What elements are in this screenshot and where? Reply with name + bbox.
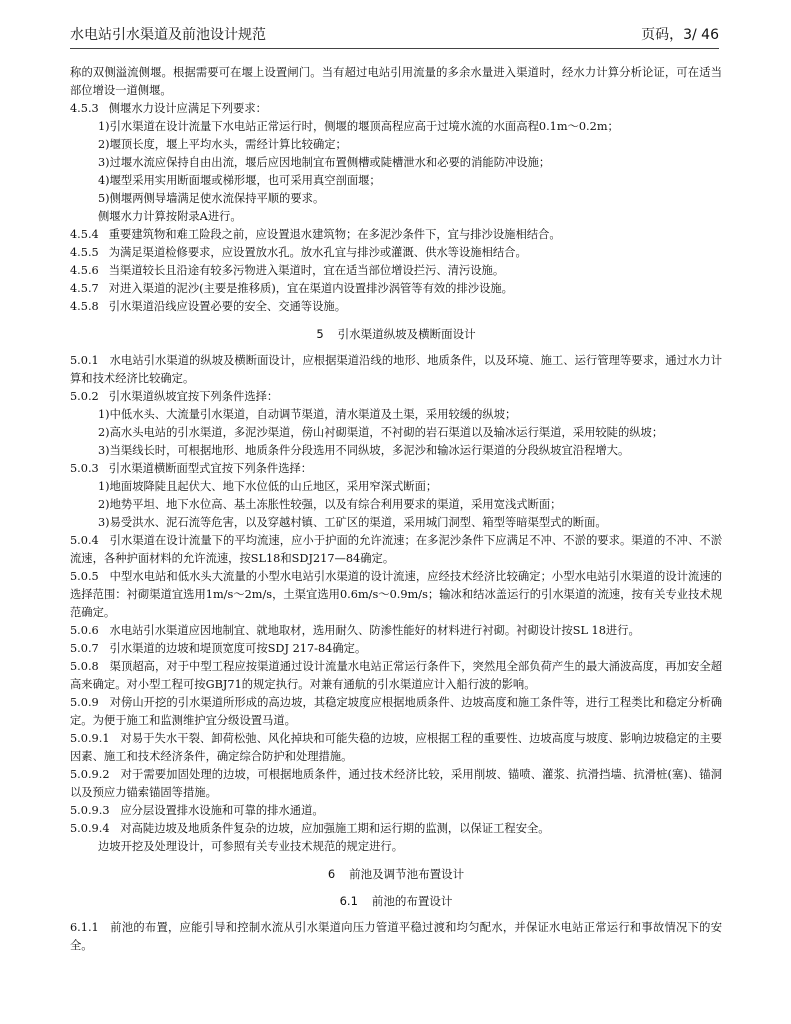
clause-number: 5.0.5 (70, 570, 99, 583)
list-item: 5)侧堰两侧导墙满足使水流保持平顺的要求。 (98, 192, 325, 205)
clause-number: 5.0.8 (70, 660, 99, 673)
clause-5-0-8 (70, 658, 722, 694)
clause-number: 4.5.8 (70, 300, 99, 313)
clause-text: 引水渠道沿线应设置必要的安全、交通等设施。 (108, 300, 346, 313)
clause-text: 对进入渠道的泥沙(主要是推移质)，宜在渠道内设置排沙涡管等有效的排沙设施。 (108, 282, 513, 295)
clause-5-0-9-2 (70, 766, 722, 802)
clause-5-0-2 (70, 388, 722, 406)
clause-number: 5.0.9.1 (70, 732, 110, 745)
section-heading-5 (70, 325, 722, 343)
clause-number: 5.0.4 (70, 534, 99, 547)
list-item: 3)易受洪水、泥石流等危害，以及穿越村镇、工矿区的渠道，采用城门洞型、箱型等暗渠型式的断面。 (98, 516, 607, 529)
clause-text: 侧堰水力设计应满足下列要求： (108, 102, 267, 115)
clause-text: 对高陡边坡及地质条件复杂的边坡，应加强施工期和运行期的监测，以保证工程安全。 (120, 822, 550, 835)
clause-number: 6.1.1 (70, 921, 99, 934)
clause-text: 对于需要加固处理的边坡，可根据地质条件，通过技术经济比较，采用削坡、锚喷、灌浆、抗滑挡墙、抗滑桩(塞)、锚洞以及预应力锚索锚固等措施。 (70, 768, 722, 799)
clause-5-0-3 (70, 460, 722, 478)
list-item: 1)中低水头、大流量引水渠道，自动调节渠道，清水渠道及土渠，采用较缓的纵坡； (98, 408, 517, 421)
clause-4-5-5 (70, 244, 722, 262)
clause-4-5-4 (70, 226, 722, 244)
clause-5-0-6 (70, 622, 722, 640)
clause-number: 5.0.1 (70, 354, 99, 367)
clause-text: 为满足渠道检修要求，应设置放水孔。放水孔宜与排沙或灌溉、供水等设施相结合。 (108, 246, 527, 259)
clause-number: 5.0.3 (70, 462, 99, 475)
clause-number: 4.5.6 (70, 264, 99, 277)
clause-4-5-7 (70, 280, 722, 298)
clause-4-5-6 (70, 262, 722, 280)
list-item: 4)堰型采用实用断面堰或梯形堰，也可采用真空剖面堰； (98, 174, 381, 187)
list-item: 2)堰顶长度，堰上平均水头，需经计算比较确定； (98, 138, 347, 151)
section-heading-6-1 (70, 892, 722, 910)
clause-number: 4.5.5 (70, 246, 99, 259)
section-title: 引水渠道纵坡及横断面设计 (337, 327, 476, 341)
clause-6-1-1 (70, 919, 722, 955)
clause-4-5-3 (70, 100, 722, 118)
clause-number: 4.5.4 (70, 228, 99, 241)
clause-text: 引水渠道的边坡和堤顶宽度可按SDJ 217-84确定。 (109, 642, 367, 655)
clause-text: 中型水电站和低水头大流量的小型水电站引水渠道的设计流速，应经技术经济比较确定；小型水电站引水渠道的设计流速的选择范围：衬砌渠道宜选用1m/s～2m/s，土渠宜选用0.6m/s～0.9m/s；输冰和结冰盖运行的引水渠道的流速，按有关专业技术规范确定。 (70, 570, 722, 619)
clause-note: 侧堰水力计算按附录A进行。 (98, 210, 242, 223)
clause-number: 4.5.3 (70, 102, 99, 115)
clause-number: 5.0.9.4 (70, 822, 110, 835)
list-item: 1)引水渠道在设计流量下水电站正常运行时，侧堰的堰顶高程应高于过境水流的水面高程0.1m～0.2m； (98, 120, 619, 133)
section-title: 前池的布置设计 (371, 894, 453, 908)
section-heading-6 (70, 865, 722, 883)
clause-5-0-9-1 (70, 730, 722, 766)
clause-note: 边坡开挖及处理设计，可参照有关专业技术规范的规定进行。 (98, 840, 404, 853)
section-number: 6 (327, 867, 336, 881)
list-item: 2)高水头电站的引水渠道，多泥沙渠道，傍山衬砌渠道，不衬砌的岩石渠道以及输冰运行渠道，采用较陡的纵坡； (98, 426, 664, 439)
clause-5-0-4 (70, 532, 722, 568)
clause-text: 对易于失水干裂、卸荷松弛、风化掉块和可能失稳的边坡，应根据工程的重要性、边坡高度与坡度、影响边坡稳定的主要因素、施工和技术经济条件，确定综合防护和处理措施。 (70, 732, 722, 763)
clause-5-0-9-4 (70, 820, 722, 838)
list-item: 3)当渠线长时，可根据地形、地质条件分段选用不同纵坡，多泥沙和输冰运行渠道的分段纵坡宜沿程增大。 (98, 444, 630, 457)
clause-text: 引水渠道在设计流量下的平均流速，应小于护面的允许流速；在多泥沙条件下应满足不冲、不淤的要求。渠道的不冲、不淤流速，各种护面材料的允许流速，按SL18和SDJ217—84确定。 (70, 534, 722, 565)
clause-5-0-5 (70, 568, 722, 622)
clause-text: 重要建筑物和难工险段之前，应设置退水建筑物；在多泥沙条件下，宜与排沙设施相结合。 (108, 228, 561, 241)
clause-text: 引水渠道纵坡宜按下列条件选择： (108, 390, 279, 403)
clause-4-5-8 (70, 298, 722, 316)
intro-paragraph: 称的双侧溢流侧堰。根据需要可在堰上设置闸门。当有超过电站引用流量的多余水量进入渠道时，经水力计算分析论证，可在适当部位增设一道侧堰。 (70, 66, 722, 97)
section-title: 前池及调节池布置设计 (349, 867, 465, 881)
clause-number: 5.0.9 (70, 696, 99, 709)
clause-number: 5.0.2 (70, 390, 99, 403)
clause-text: 应分层设置排水设施和可靠的排水通道。 (120, 804, 324, 817)
list-item: 1)地面坡降陡且起伏大、地下水位低的山丘地区，采用窄深式断面； (98, 480, 438, 493)
clause-text: 渠顶超高，对于中型工程应按渠道通过设计流量水电站正常运行条件下，突然甩全部负荷产生的最大涌波高度，再加安全超高来确定。对小型工程可按GBJ71的规定执行。对兼有通航的引水渠道应计入船行波的影响。 (70, 660, 722, 691)
clause-number: 5.0.9.2 (70, 768, 110, 781)
clause-number: 5.0.7 (70, 642, 99, 655)
document-body (70, 64, 722, 955)
list-item: 2)地势平坦、地下水位高、基土冻胀性较强，以及有综合利用要求的渠道，采用宽浅式断面； (98, 498, 562, 511)
clause-number: 4.5.7 (70, 282, 99, 295)
page-number: 页码，3/ 46 (641, 27, 719, 43)
clause-text: 引水渠道横断面型式宜按下列条件选择： (108, 462, 313, 475)
clause-5-0-1 (70, 352, 722, 388)
page-header (70, 22, 719, 49)
clause-text: 当渠道较长且沿途有较多污物进入渠道时，宜在适当部位增设拦污、清污设施。 (108, 264, 505, 277)
clause-number: 5.0.6 (70, 624, 99, 637)
clause-5-0-9-3 (70, 802, 722, 820)
clause-text: 水电站引水渠道的纵坡及横断面设计，应根据渠道沿线的地形、地质条件，以及环境、施工、运行管理等要求，通过水力计算和技术经济比较确定。 (70, 354, 722, 385)
clause-number: 5.0.9.3 (70, 804, 110, 817)
clause-text: 前池的布置，应能引导和控制水流从引水渠道向压力管道平稳过渡和均匀配水，并保证水电站正常运行和事故情况下的安全。 (70, 921, 722, 952)
section-number: 6.1 (339, 894, 358, 908)
list-item: 3)过堰水流应保持自由出流，堰后应因地制宜布置侧槽或陡槽泄水和必要的消能防冲设施； (98, 156, 551, 169)
section-number: 5 (316, 327, 324, 341)
clause-text: 对傍山开挖的引水渠道所形成的高边坡，其稳定坡度应根据地质条件、边坡高度和施工条件等，进行工程类比和稳定分析确定。为便于施工和监测维护宜分级设置马道。 (70, 696, 722, 727)
clause-5-0-7 (70, 640, 722, 658)
document-title: 水电站引水渠道及前池设计规范 (70, 27, 266, 43)
clause-text: 水电站引水渠道应因地制宜、就地取材，选用耐久、防渗性能好的材料进行衬砌。衬砌设计按SL 18进行。 (109, 624, 640, 637)
clause-5-0-9 (70, 694, 722, 730)
